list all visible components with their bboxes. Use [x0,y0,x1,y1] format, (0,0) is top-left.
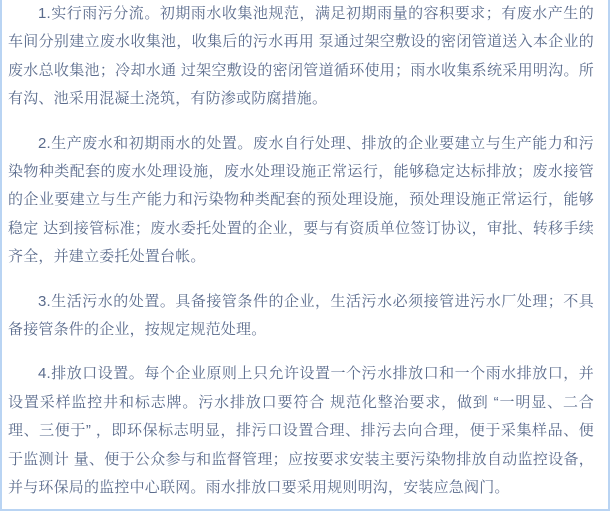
paragraph-discharge-outlets: 4.排放口设置。每个企业原则上只允许设置一个污水排放口和一个雨水排放口，并设置采样监控井和标志牌。污水排放口要符合 规范化整治要求，做到 “一明显、二合理、三便于” ，即环保标志明显，排污口设置合理、排污去向合理，便于采集样品、便于监测计 量、便于公众参与和监督管理；应按要求安装主要污染物排放自动监控设备，并与环保局的监控中心联网。雨水排放口要采用规则明沟，安装应急阀门。 [8,365,594,497]
paragraph-wastewater-treatment: 2.生产废水和初期雨水的处置。废水自行处理、排放的企业要建立与生产能力和污染物种类配套的废水处理设施，废水处理设施正常运行，能够稳定达标排放；废水接管的企业要建立与生产能力和污染物种类配套的预处理设施，预处理设施正常运行，能够稳定 达到接管标准；废水委托处置的企业，要与有资质单位签订协议，审批、转移手续齐全，并建立委托处置台帐。 [8,134,594,266]
paragraph-rain-sewage-diversion: 1.实行雨污分流。初期雨水收集池规范，满足初期雨量的容积要求；有废水产生的车间分别建立废水收集池，收集后的污水再用 泵通过架空敷设的密闭管道送入本企业的废水总收集池；冷却水通 过架空敷设的密闭管道循环使用；雨水收集系统采用明沟。所有沟、池采用混凝土浇筑，有防渗或防腐措施。 [8,5,594,108]
paragraph-domestic-sewage: 3.生活污水的处置。具备接管条件的企业，生活污水必须接管进污水厂处理；不具备接管条件的企业，按规定规范处理。 [8,292,594,339]
